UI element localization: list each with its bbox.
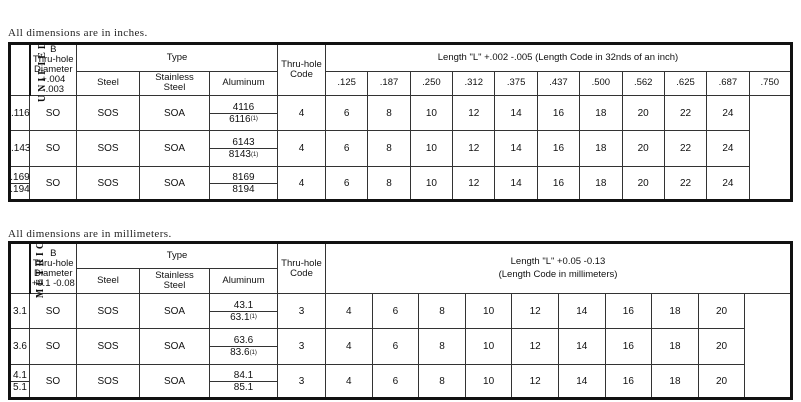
diameter-cell: 3.6 bbox=[10, 329, 30, 365]
length-code-cell: 24 bbox=[707, 131, 749, 167]
length-code-cell: 12 bbox=[453, 131, 495, 167]
length-code-cell: 24 bbox=[707, 167, 749, 201]
length-code-cell: 12 bbox=[453, 96, 495, 131]
length-code-cell: 16 bbox=[605, 294, 652, 329]
stainless-steel-cell: SOS bbox=[77, 96, 140, 131]
length-code-cell: 10 bbox=[465, 365, 512, 399]
diameter-cell: 3.1 bbox=[10, 294, 30, 329]
length-code-cell: 6 bbox=[372, 329, 419, 365]
thru-hole-code-header: Thru-hole Code bbox=[278, 243, 326, 294]
steel-cell: SO bbox=[30, 131, 77, 167]
length-code-cell: 14 bbox=[495, 131, 537, 167]
length-column-header: .625 bbox=[664, 71, 706, 95]
length-code-cell: 3 bbox=[278, 329, 326, 365]
length-code-cell: 18 bbox=[652, 365, 699, 399]
aluminum-cell: SOA bbox=[140, 294, 210, 329]
length-column-header: .437 bbox=[537, 71, 579, 95]
aluminum-cell: SOA bbox=[140, 329, 210, 365]
thru-hole-code-cell: 6143 8143 (1) bbox=[210, 131, 278, 167]
unified-side-label: UNIFIED bbox=[10, 44, 30, 96]
diameter-cell: .143 bbox=[10, 131, 30, 167]
length-code-cell: 22 bbox=[664, 167, 706, 201]
length-code-cell: 22 bbox=[664, 96, 706, 131]
length-code-cell: 10 bbox=[410, 131, 452, 167]
length-column-header: .687 bbox=[707, 71, 749, 95]
thru-hole-code-cell: 8169 8194 bbox=[210, 167, 278, 201]
length-code-cell: 6 bbox=[372, 365, 419, 399]
length-code-cell: 3 bbox=[278, 365, 326, 399]
diameter-cell: 4.1 5.1 bbox=[10, 365, 30, 399]
length-code-cell: 8 bbox=[368, 167, 410, 201]
aluminum-header: Aluminum bbox=[210, 269, 278, 294]
length-code-cell: 16 bbox=[537, 167, 579, 201]
length-code-cell: 20 bbox=[698, 294, 745, 329]
metric-side-label: METRIC bbox=[10, 243, 30, 294]
length-code-cell: 6 bbox=[326, 131, 368, 167]
length-code-cell: 8 bbox=[368, 131, 410, 167]
length-code-cell: 4 bbox=[278, 131, 326, 167]
steel-cell: SO bbox=[30, 294, 77, 329]
length-code-cell: 14 bbox=[495, 167, 537, 201]
length-code-cell: 18 bbox=[652, 329, 699, 365]
length-code-cell: 18 bbox=[580, 167, 622, 201]
length-column-header: .750 bbox=[749, 71, 791, 95]
aluminum-cell: SOA bbox=[140, 167, 210, 201]
length-code-cell: 18 bbox=[580, 131, 622, 167]
length-column-header: .125 bbox=[326, 71, 368, 95]
metric-dimensions-table bbox=[8, 238, 793, 400]
length-code-cell: 12 bbox=[512, 329, 559, 365]
length-column-header: .375 bbox=[495, 71, 537, 95]
length-code-cell: 12 bbox=[453, 167, 495, 201]
length-code-cell: 4 bbox=[326, 294, 373, 329]
stainless-steel-header: Stainless Steel bbox=[140, 269, 210, 294]
length-column-header: .562 bbox=[622, 71, 664, 95]
stainless-steel-header: Stainless Steel bbox=[140, 71, 210, 95]
length-code-cell: 16 bbox=[605, 365, 652, 399]
table-row bbox=[10, 131, 792, 167]
length-column-header: .500 bbox=[580, 71, 622, 95]
stainless-steel-cell: SOS bbox=[77, 294, 140, 329]
thru-hole-code-cell: 4116 6116 (1) bbox=[210, 96, 278, 131]
diameter-cell: .169 .194 bbox=[10, 167, 30, 201]
b-diameter-header: B Thru-hole Diameter +.004 -.003 bbox=[30, 44, 77, 96]
length-code-cell: 14 bbox=[495, 96, 537, 131]
steel-cell: SO bbox=[30, 329, 77, 365]
length-code-cell: 8 bbox=[419, 365, 466, 399]
aluminum-cell: SOA bbox=[140, 131, 210, 167]
length-code-cell: 4 bbox=[326, 329, 373, 365]
length-code-cell: 12 bbox=[512, 294, 559, 329]
length-code-cell: 10 bbox=[410, 96, 452, 131]
b-diameter-header: B Thru-hole Diameter +0.1 -0.08 bbox=[30, 243, 77, 294]
length-header: Length "L" +.002 -.005 (Length Code in 32nds of an inch) bbox=[326, 44, 792, 72]
table-row bbox=[10, 365, 792, 399]
length-code-cell: 10 bbox=[465, 329, 512, 365]
stainless-steel-cell: SOS bbox=[77, 167, 140, 201]
length-code-cell: 10 bbox=[410, 167, 452, 201]
steel-header: Steel bbox=[77, 269, 140, 294]
steel-cell: SO bbox=[30, 365, 77, 399]
length-code-cell: 10 bbox=[465, 294, 512, 329]
millimeters-note: All dimensions are in millimeters. bbox=[8, 228, 172, 240]
length-code-cell: 18 bbox=[580, 96, 622, 131]
length-code-cell: 16 bbox=[537, 96, 579, 131]
type-header: Type bbox=[77, 243, 278, 269]
thru-hole-code-cell: 63.6 83.6 (1) bbox=[210, 329, 278, 365]
inches-note: All dimensions are in inches. bbox=[8, 27, 148, 39]
length-code-cell: 22 bbox=[664, 131, 706, 167]
length-code-cell: 20 bbox=[622, 131, 664, 167]
stainless-steel-cell: SOS bbox=[77, 329, 140, 365]
length-code-cell: 4 bbox=[326, 365, 373, 399]
length-column-header: .250 bbox=[410, 71, 452, 95]
length-code-cell: 8 bbox=[368, 96, 410, 131]
aluminum-cell: SOA bbox=[140, 365, 210, 399]
table-row bbox=[10, 329, 792, 365]
steel-cell: SO bbox=[30, 96, 77, 131]
length-code-cell: 20 bbox=[698, 329, 745, 365]
length-code-cell: 8 bbox=[419, 329, 466, 365]
length-code-cell: 3 bbox=[278, 294, 326, 329]
length-code-cell: 24 bbox=[707, 96, 749, 131]
length-header: Length "L" +0.05 -0.13 (Length Code in millimeters) bbox=[326, 243, 792, 294]
length-code-cell: 14 bbox=[558, 329, 605, 365]
length-code-cell: 8 bbox=[419, 294, 466, 329]
length-code-cell: 12 bbox=[512, 365, 559, 399]
length-code-cell: 14 bbox=[558, 294, 605, 329]
table-row bbox=[10, 294, 792, 329]
stainless-steel-cell: SOS bbox=[77, 365, 140, 399]
length-code-cell: 6 bbox=[326, 167, 368, 201]
length-code-cell: 6 bbox=[326, 96, 368, 131]
length-code-cell: 4 bbox=[278, 96, 326, 131]
length-column-header: .312 bbox=[453, 71, 495, 95]
length-code-cell: 4 bbox=[278, 167, 326, 201]
length-code-cell: 16 bbox=[605, 329, 652, 365]
diameter-cell: .116 bbox=[10, 96, 30, 131]
type-header: Type bbox=[77, 44, 278, 72]
thru-hole-code-header: Thru-hole Code bbox=[278, 44, 326, 96]
length-code-cell: 18 bbox=[652, 294, 699, 329]
length-code-cell: 20 bbox=[622, 96, 664, 131]
thru-hole-code-cell: 84.1 85.1 bbox=[210, 365, 278, 399]
length-code-cell: 14 bbox=[558, 365, 605, 399]
aluminum-cell: SOA bbox=[140, 96, 210, 131]
stainless-steel-cell: SOS bbox=[77, 131, 140, 167]
steel-cell: SO bbox=[30, 167, 77, 201]
thru-hole-code-cell: 43.1 63.1 (1) bbox=[210, 294, 278, 329]
length-code-cell: 20 bbox=[622, 167, 664, 201]
length-code-cell: 6 bbox=[372, 294, 419, 329]
table-row bbox=[10, 96, 792, 131]
unified-dimensions-table bbox=[8, 38, 793, 202]
table-row bbox=[10, 167, 792, 201]
length-code-cell: 16 bbox=[537, 131, 579, 167]
steel-header: Steel bbox=[77, 71, 140, 95]
aluminum-header: Aluminum bbox=[210, 71, 278, 95]
length-column-header: .187 bbox=[368, 71, 410, 95]
length-code-cell: 20 bbox=[698, 365, 745, 399]
